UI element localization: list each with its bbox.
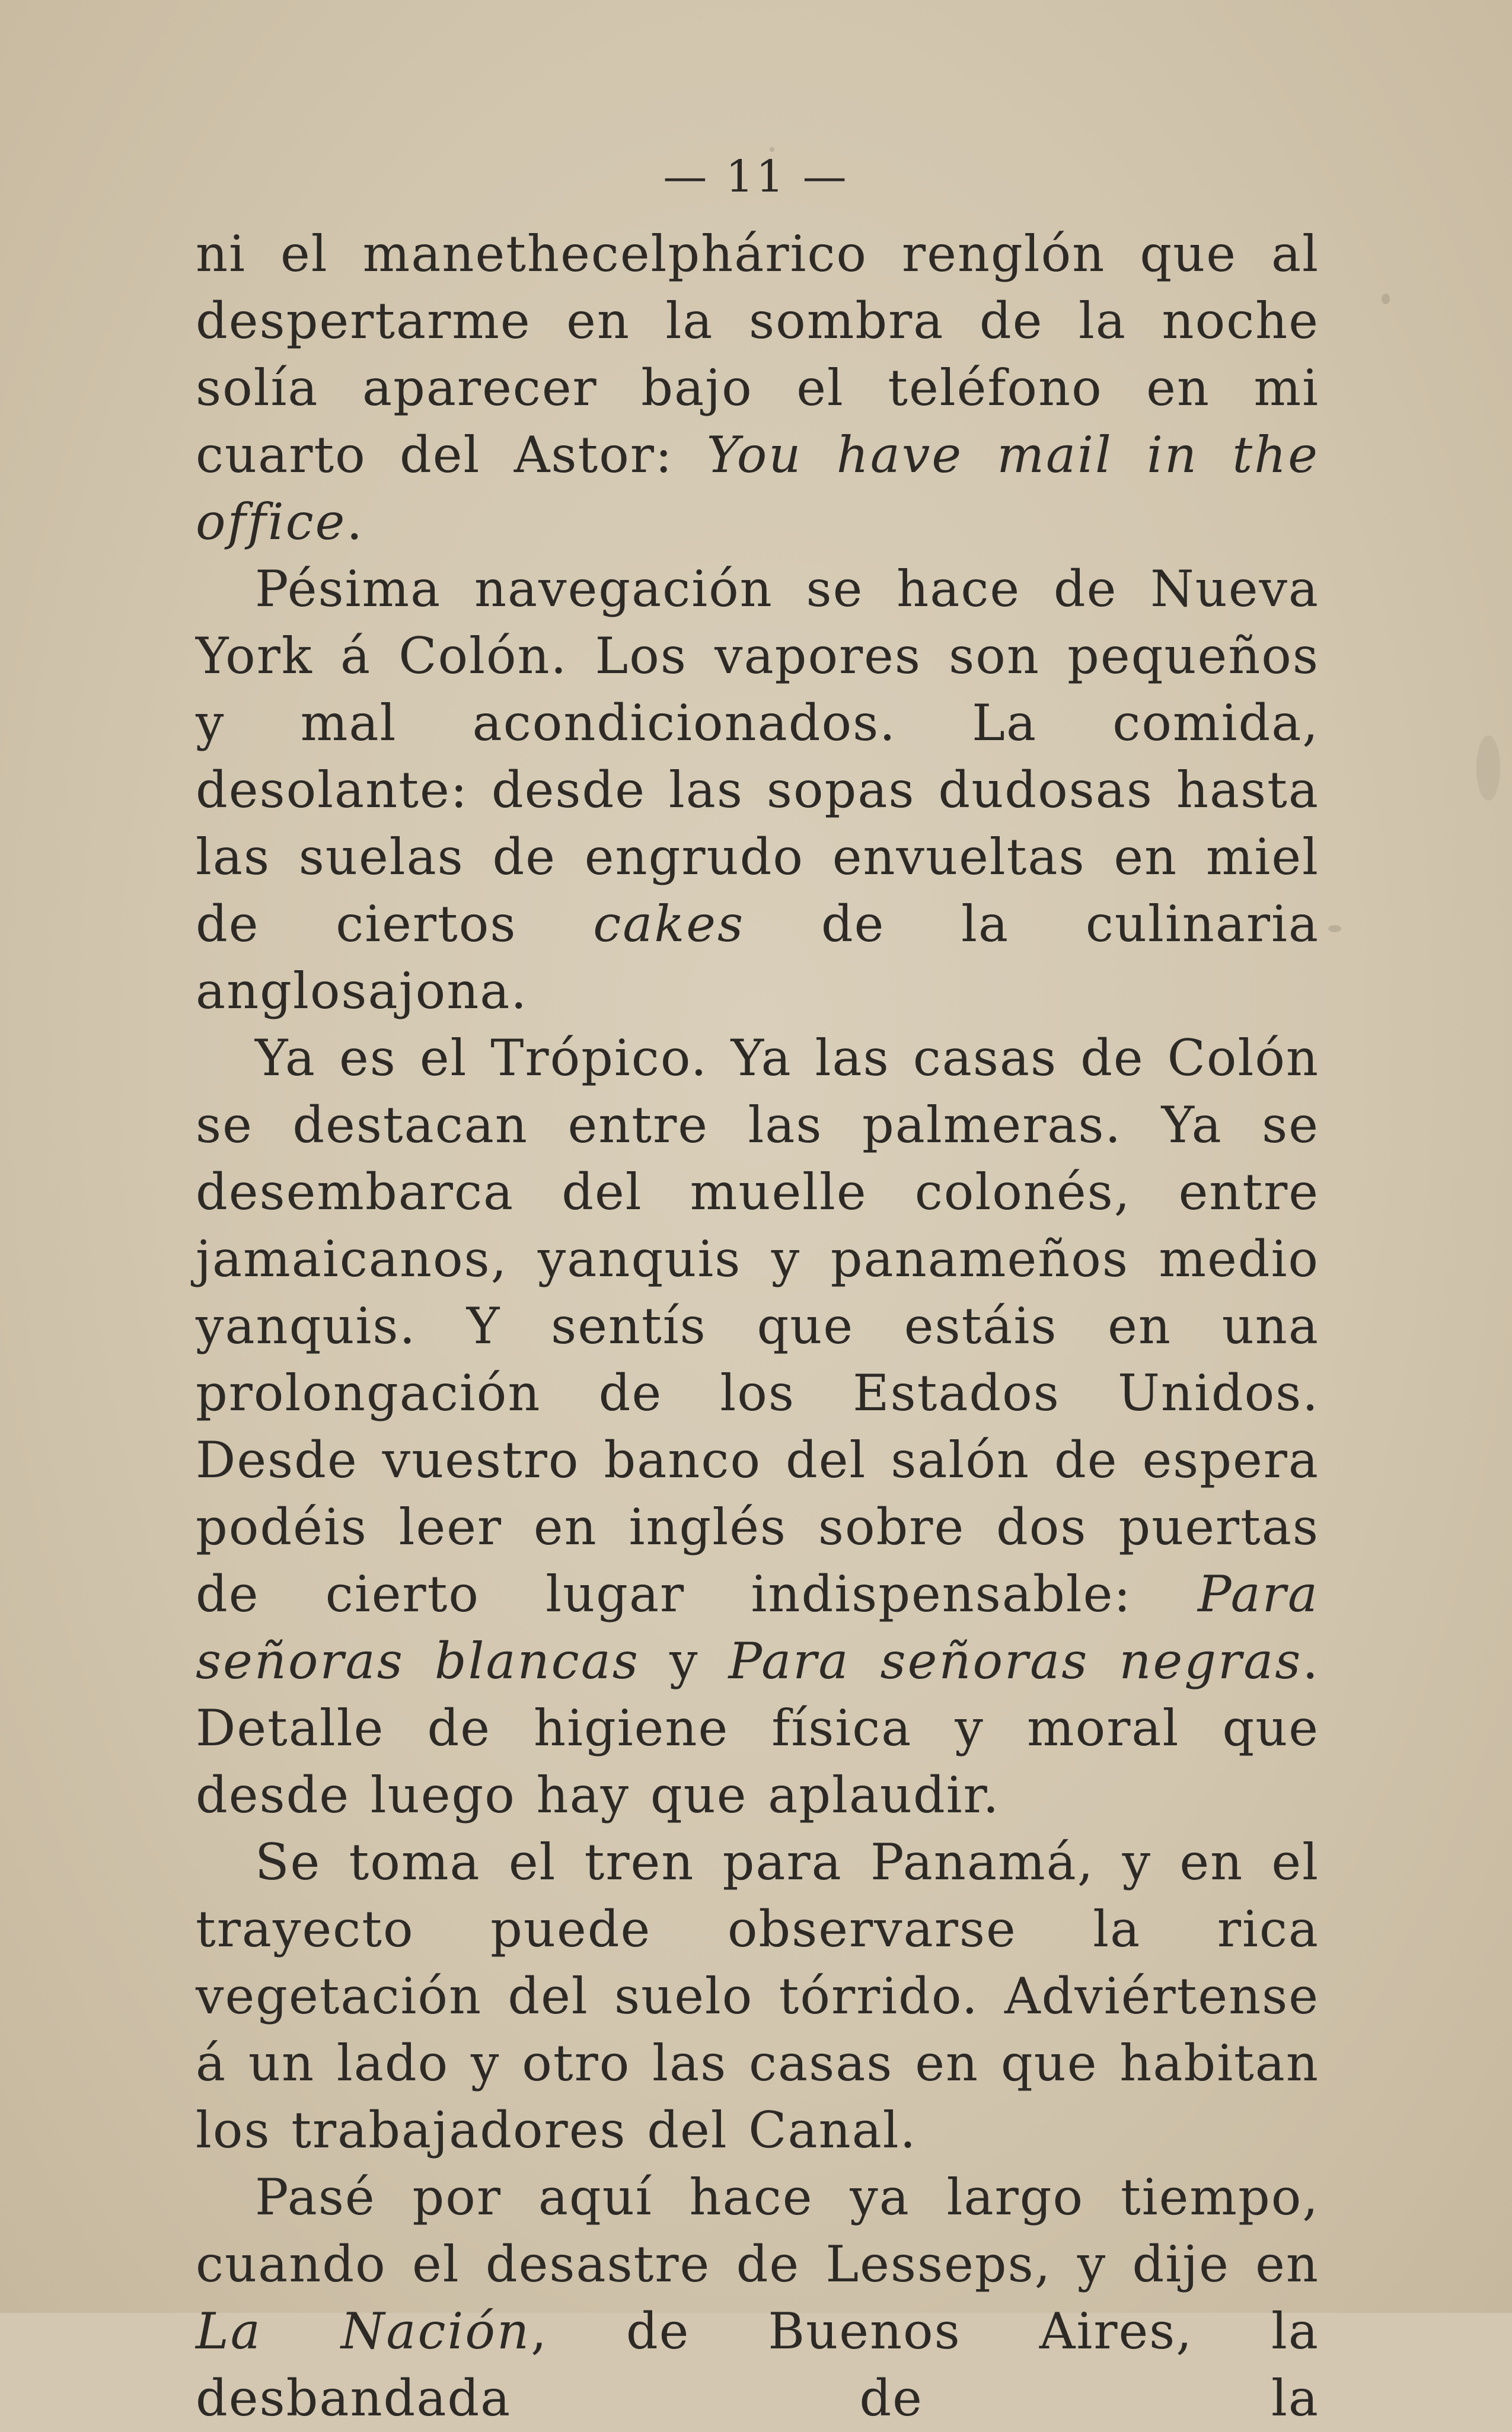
- text-run: y: [639, 1632, 729, 1690]
- paragraph: [196, 556, 1319, 1025]
- text-run: Ya es el Trópico. Ya las casas de Colón se destacan entre las palmeras. Ya se desembarca del muelle colonés, entre jamaicanos, yanquis y panameños medio yanquis. Y sentís que estáis en una prolongación de los Estados Unidos. Desde vuestro banco del salón de espera podéis leer en inglés sobre dos puertas de cierto lugar indispensable:: [196, 1029, 1319, 1623]
- paragraph: [196, 1829, 1319, 2164]
- page-number: — 11 —: [663, 151, 849, 202]
- text-run: Se toma el tren para Panamá, y en el trayecto puede observarse la rica vegetación del suelo tórrido. Adviértense á un lado y otro las casas en que habitan los trabajadores del Canal.: [196, 1833, 1319, 2159]
- text-run: , de Buenos Aires, la desbandada de la: [196, 2302, 1319, 2427]
- paragraph: [196, 1025, 1319, 1829]
- italic-phrase: Para señoras negras: [728, 1632, 1303, 1690]
- body-text: [196, 221, 1319, 2432]
- text-run: .: [346, 493, 364, 551]
- text-run: . Detalle de higiene física y moral que desde luego hay que aplaudir.: [196, 1632, 1320, 1824]
- italic-phrase: cakes: [593, 895, 745, 953]
- italic-phrase: You have mail in the office: [196, 426, 1319, 551]
- text-run: de la culinaria anglosajona.: [196, 895, 1319, 1020]
- paper-speck: [1382, 294, 1390, 304]
- paragraph: [196, 221, 1319, 556]
- text-run: ni el manethecelphárico renglón que al despertarme en la sombra de la noche solía aparecer bajo el teléfono en mi cuarto del Astor:: [196, 225, 1319, 484]
- paper-speck: [1328, 925, 1341, 932]
- paper-speck: [1476, 735, 1500, 801]
- text-run: Pésima navegación se hace de Nueva York á Colón. Los vapores son pequeños y mal acondicionados. La comida, desolante: desde las sopas dudosas hasta las suelas de engrudo envueltas en miel de ciertos: [196, 560, 1319, 953]
- text-run: Pasé por aquí hace ya largo tiempo, cuando el desastre de Lesseps, y dije en: [196, 2168, 1319, 2293]
- italic-phrase: La Nación: [196, 2302, 531, 2360]
- paragraph: [196, 2164, 1319, 2432]
- italic-phrase: Para señoras blancas: [196, 1565, 1319, 1690]
